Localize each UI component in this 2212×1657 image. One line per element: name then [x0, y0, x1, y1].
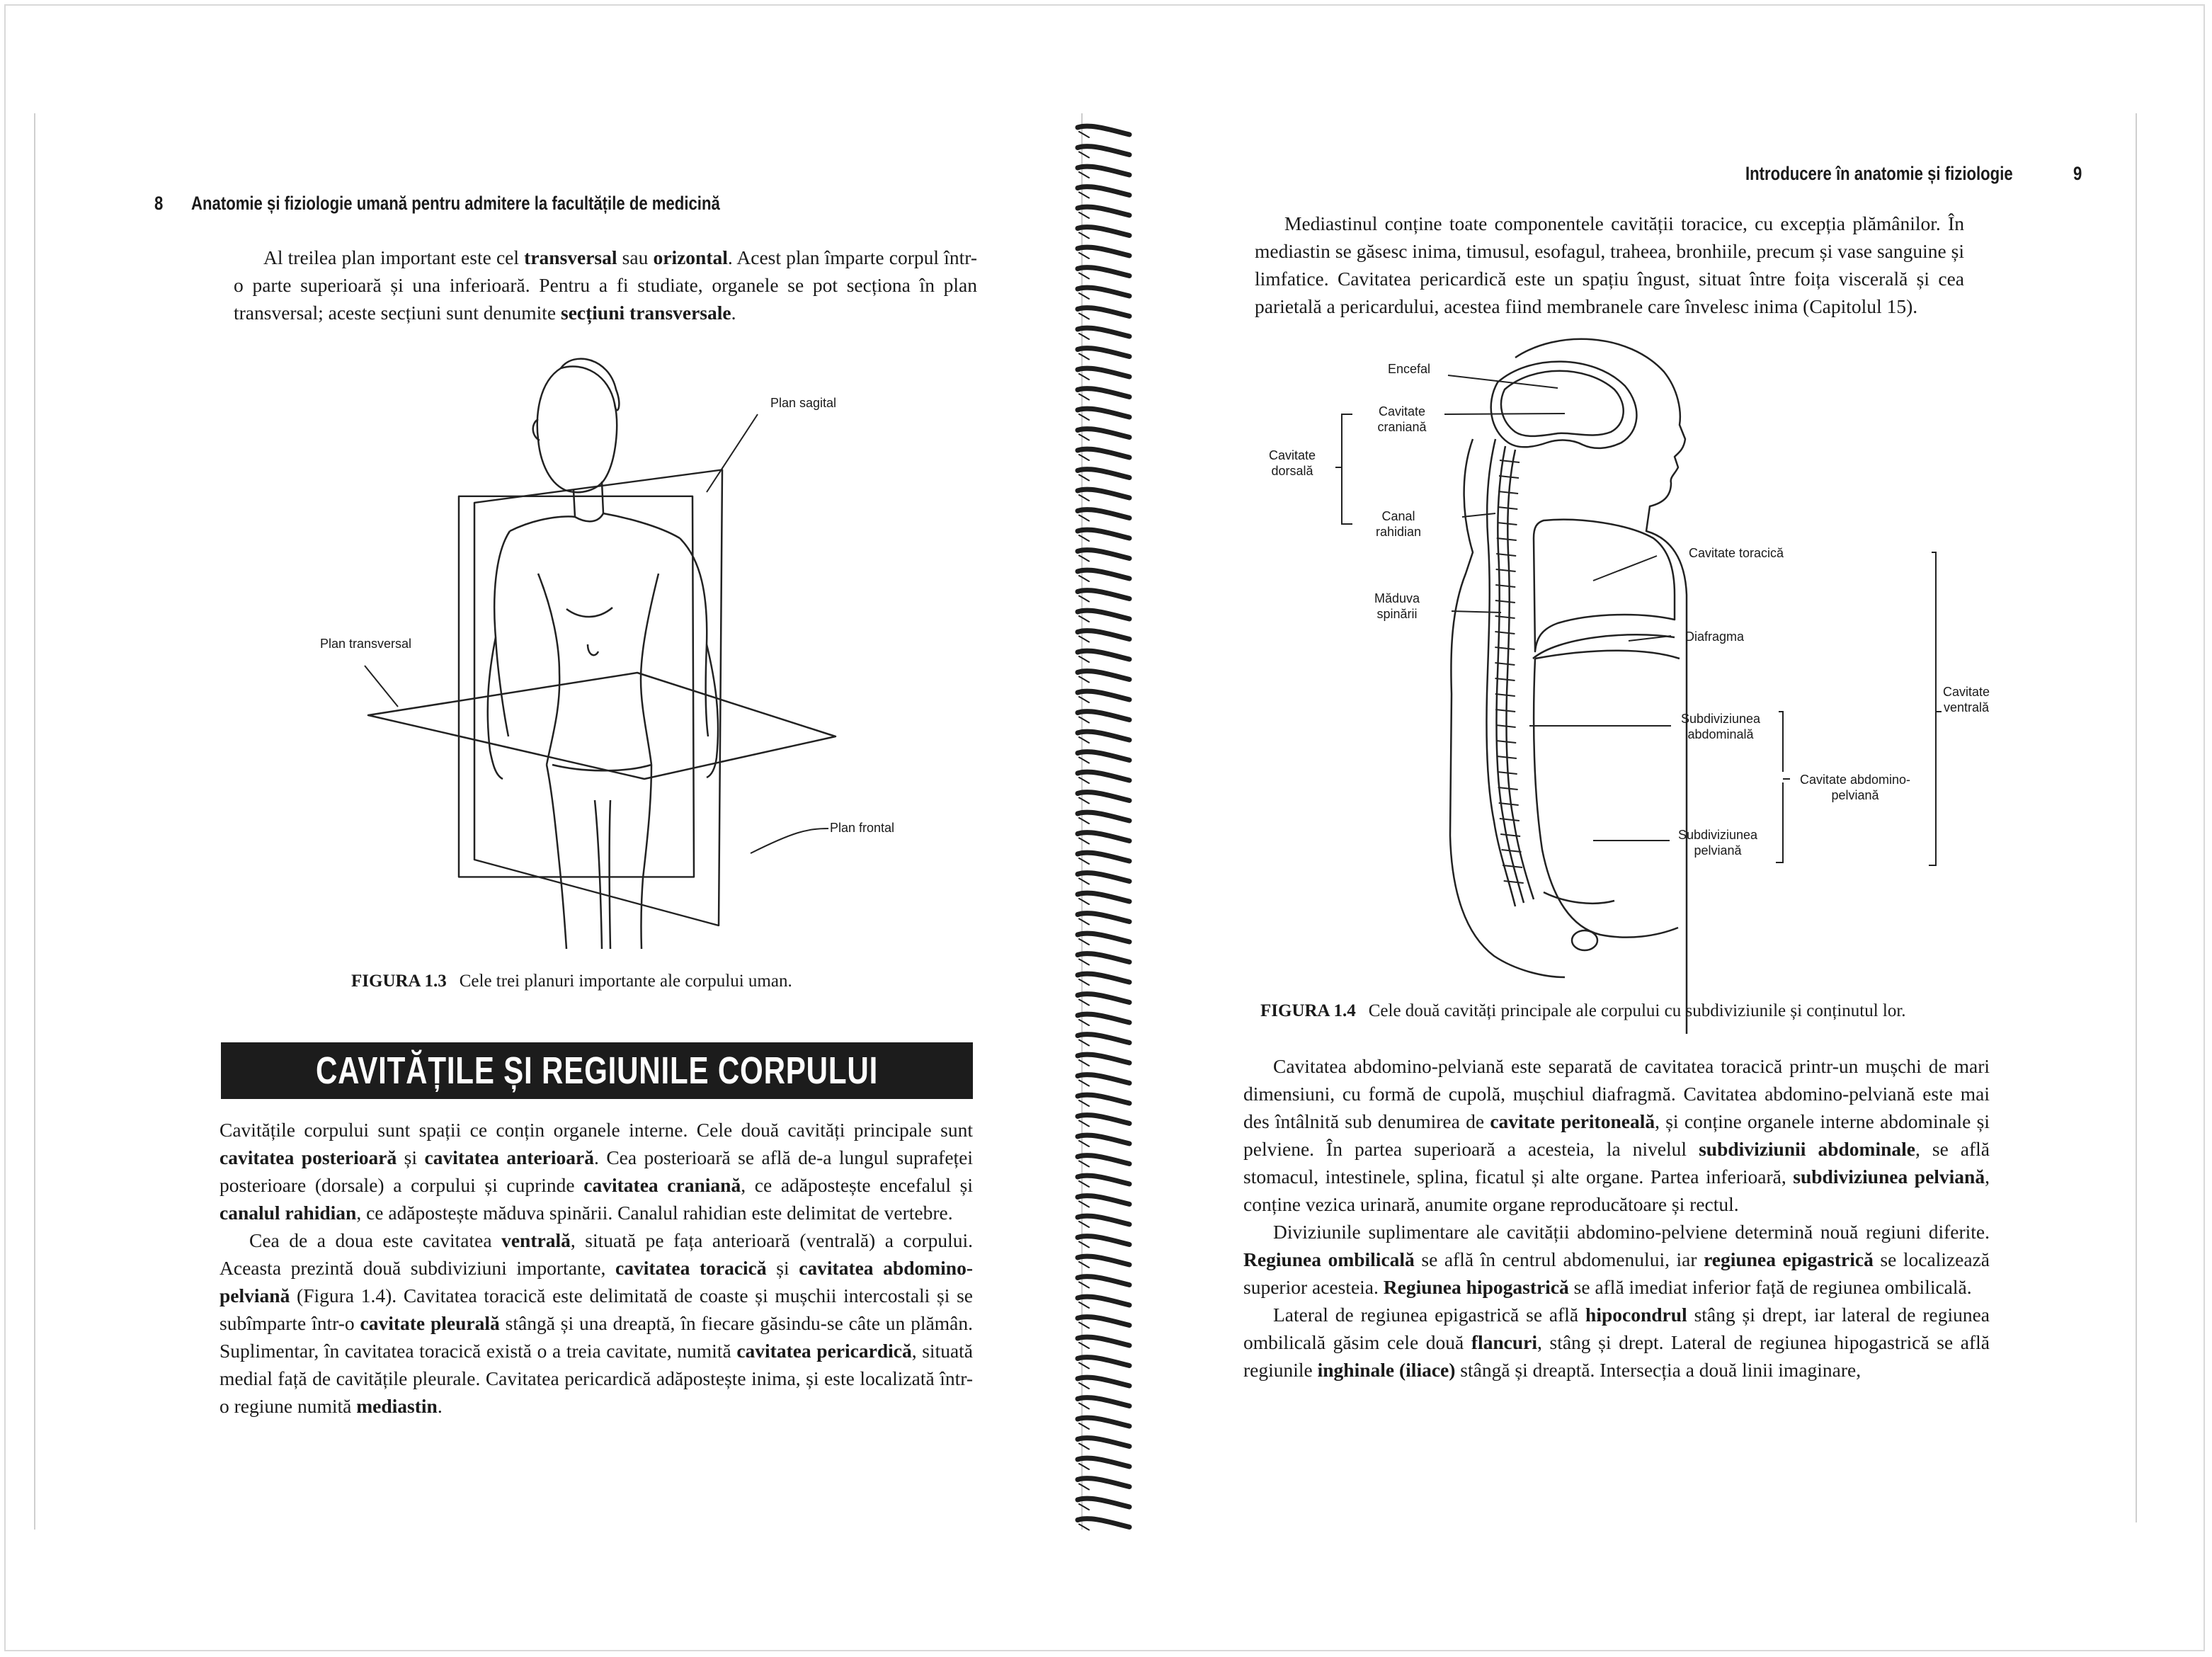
bold-term: subdiviziunea pelviană	[1793, 1166, 1985, 1188]
spiral-coil	[1078, 530, 1129, 538]
right-body-paragraph-3	[1243, 1301, 1990, 1384]
vertebra-tick	[1495, 600, 1515, 603]
spiral-coil	[1078, 287, 1129, 296]
spiral-coil	[1078, 469, 1129, 478]
text-run: Mediastinul conține toate componentele cavității toracice, cu excepția plămânilor. În mediastin se găsesc inima, timusul, esofagul, traheea, bronhiile, precum și vase sanguine și limfatice. Cavitatea pericardică este un spațiu îngust, situat între foița viscerală și cea parietală a pericardului, acestea fiind membranele care învelesc inima (Capitolul 15).	[1255, 212, 1964, 317]
vertebra-tick	[1504, 881, 1524, 883]
spiral-coil-shadow	[1079, 193, 1089, 198]
text-run: .	[731, 302, 736, 324]
spiral-coil-shadow	[1079, 879, 1089, 884]
spiral-coil-shadow	[1079, 273, 1089, 279]
spiral-coil-shadow	[1079, 1202, 1089, 1207]
left-page-edge	[34, 113, 35, 1530]
spiral-coil	[1078, 1377, 1129, 1386]
bold-term: Regiunea hipogastrică	[1383, 1276, 1569, 1298]
spiral-coil	[1078, 489, 1129, 498]
spiral-coil	[1078, 1156, 1129, 1164]
figure-1-4-body-cavities	[1260, 326, 1954, 984]
text-run: .	[437, 1395, 443, 1417]
spiral-coil	[1078, 812, 1129, 821]
bold-term: hipocondrul	[1585, 1304, 1687, 1326]
spiral-coil-shadow	[1079, 1282, 1089, 1288]
transversal-plane	[368, 673, 836, 779]
spiral-coil-shadow	[1079, 535, 1089, 541]
figure-1-3-caption	[351, 972, 792, 991]
transversal-leader	[365, 666, 398, 707]
spiral-coil-shadow	[1079, 1181, 1089, 1187]
bold-term: canalul rahidian	[220, 1202, 357, 1224]
bold-term: cavitatea toracică	[615, 1257, 767, 1279]
vertebra-tick	[1497, 538, 1517, 540]
spiral-coil-shadow	[1079, 394, 1089, 400]
spiral-coil-shadow	[1079, 212, 1089, 218]
label-cavitate-craniana: Cavitate craniană	[1377, 404, 1427, 434]
spiral-coil	[1078, 328, 1129, 336]
vertebra-tick	[1500, 834, 1520, 836]
spiral-coil-shadow	[1079, 1444, 1089, 1450]
spiral-coil-shadow	[1079, 435, 1089, 440]
spiral-coil-shadow	[1079, 1161, 1089, 1167]
figure-1-4-caption-text: Cele două cavități principale ale corpului cu subdiviziunile și conținutul lor.	[1368, 1001, 1906, 1020]
text-run: (Figura 1.4). Cavitatea toracică este delimitată de coaste și mușchii intercostali și se subîmparte într-o	[220, 1285, 973, 1334]
spiral-coil	[1078, 1357, 1129, 1366]
spiral-coil-shadow	[1079, 697, 1089, 702]
spiral-coil-shadow	[1079, 293, 1089, 299]
spiral-coil	[1078, 550, 1129, 559]
spiral-coil	[1078, 1175, 1129, 1184]
spiral-coil-shadow	[1079, 1020, 1089, 1025]
left-running-header: Anatomie și fiziologie umană pentru admitere la facultățile de medicină	[191, 193, 720, 214]
text-run: . Acest plan împarte corpul într-o parte superioară și una inferioară. Pentru a fi studiate, organele se pot secționa în plan transversal; aceste secțiuni sunt denumite	[234, 246, 977, 324]
figure-1-4-number: FIGURA 1.4	[1260, 1001, 1356, 1020]
left-body-text	[220, 1116, 973, 1420]
spiral-coil-shadow	[1079, 1484, 1089, 1490]
text-run: și	[766, 1257, 799, 1279]
bold-term: subdiviziunii abdominale	[1699, 1138, 1915, 1160]
text-run: se află în centrul abdomenului, iar	[1414, 1248, 1704, 1270]
spiral-coil-shadow	[1079, 1262, 1089, 1268]
spiral-coil-shadow	[1079, 1504, 1089, 1510]
text-run: Diviziunile suplimentare ale cavității abdomino-pelviene determină nouă regiuni diferite.	[1273, 1221, 1990, 1243]
bold-term: Regiunea ombilicală	[1243, 1248, 1415, 1270]
spiral-coil	[1078, 833, 1129, 841]
label-cavitate-dorsala: Cavitate dorsală	[1268, 448, 1316, 478]
spiral-coil-shadow	[1079, 253, 1089, 258]
spiral-coil	[1078, 893, 1129, 901]
frontal-plane	[459, 496, 694, 877]
bold-term: orizontal	[653, 246, 728, 268]
spiral-coil	[1078, 752, 1129, 761]
spiral-binding	[1062, 113, 1154, 1530]
bold-term: inghinale (iliace)	[1317, 1359, 1456, 1381]
spiral-coil-shadow	[1079, 1343, 1089, 1348]
text-run: stâng și drept, iar lateral de regiunea ombilicală găsim cele două	[1243, 1304, 1990, 1353]
spiral-coil-shadow	[1079, 616, 1089, 622]
spiral-coil	[1078, 792, 1129, 801]
bold-term: cavitate pleurală	[360, 1312, 500, 1334]
spiral-coil	[1078, 1418, 1129, 1426]
text-run: , se află stomacul, intestinele, splina, ficatul și alte organe. Partea inferioară,	[1243, 1138, 1990, 1188]
text-run: Al treilea plan important este cel	[263, 246, 525, 268]
frontal-leader	[751, 828, 828, 853]
spiral-coil	[1078, 631, 1129, 639]
spiral-coil	[1078, 1196, 1129, 1205]
spiral-coil-shadow	[1079, 1100, 1089, 1106]
right-page-number: 9	[2073, 163, 2082, 184]
spiral-coil-shadow	[1079, 1242, 1089, 1248]
spiral-coil-shadow	[1079, 516, 1089, 521]
bold-term: ventrală	[501, 1229, 571, 1251]
spiral-coil-shadow	[1079, 152, 1089, 158]
text-run: stângă și una dreaptă, în fiecare găsindu-se câte un plămân. Suplimentar, în cavitatea toracică există o a treia cavitate, numită	[220, 1312, 973, 1362]
left-body-paragraph-2	[220, 1226, 973, 1420]
spiral-coil	[1078, 1398, 1129, 1406]
spiral-coil	[1078, 570, 1129, 579]
spiral-coil	[1078, 1054, 1129, 1063]
spiral-coil-shadow	[1079, 858, 1089, 864]
spiral-coil-shadow	[1079, 314, 1089, 319]
spiral-coil-shadow	[1079, 1222, 1089, 1227]
spiral-coil	[1078, 207, 1129, 215]
spiral-coil	[1078, 1519, 1129, 1527]
spiral-coil-shadow	[1079, 374, 1089, 380]
spiral-coil	[1078, 1115, 1129, 1124]
spiral-coil-shadow	[1079, 798, 1089, 804]
spiral-coil	[1078, 166, 1129, 175]
figure-1-3-number: FIGURA 1.3	[351, 972, 447, 991]
spiral-coil-shadow	[1079, 899, 1089, 904]
spiral-coil	[1078, 1297, 1129, 1305]
spiral-coil-shadow	[1079, 475, 1089, 481]
label-canal-rahidian: Canal rahidian	[1375, 509, 1422, 539]
spiral-coil-shadow	[1079, 677, 1089, 683]
vertebra-tick	[1495, 632, 1515, 634]
spiral-coil-shadow	[1079, 233, 1089, 239]
label-encefal: Encefal	[1388, 362, 1431, 376]
text-run: , stâng și drept. Lateral de regiunea hipogastrică se află regiunile	[1243, 1331, 1990, 1381]
spiral-coil-shadow	[1079, 1464, 1089, 1469]
spiral-coil	[1078, 348, 1129, 357]
spiral-coil	[1078, 994, 1129, 1003]
bold-term: transversal	[524, 246, 617, 268]
spiral-coil-shadow	[1079, 556, 1089, 562]
label-diafragma: Diafragma	[1685, 630, 1745, 644]
spiral-coil-shadow	[1079, 1141, 1089, 1146]
bold-term: cavitatea abdomino-pelviană	[220, 1257, 973, 1306]
right-intro-text	[1255, 210, 1964, 320]
spiral-coil-shadow	[1079, 354, 1089, 360]
spiral-coil-shadow	[1079, 637, 1089, 642]
spiral-coil	[1078, 268, 1129, 276]
spiral-coil-shadow	[1079, 1383, 1089, 1389]
text-run: Cavitatea abdomino-pelviană este separată de cavitatea toracică printr-un mușchi de mari dimensiuni, cu formă de cupolă, mușchiul diafragmă. Cavitatea abdomino-pelviană este mai des întâlnită sub denumirea de	[1243, 1055, 1990, 1132]
spiral-coil	[1078, 671, 1129, 680]
label-cavitate-abdomino-pelviana: Cavitate abdomino-pelviană	[1799, 773, 1911, 802]
spiral-coil	[1078, 954, 1129, 962]
spiral-coil	[1078, 712, 1129, 720]
right-running-header: Introducere în anatomie și fiziologie	[1745, 163, 2013, 184]
spiral-coil	[1078, 1317, 1129, 1326]
spiral-coil	[1078, 772, 1129, 780]
sagital-leader	[707, 414, 758, 492]
text-run: , conține vezica urinară, anumite organe reproducătoare și rectul.	[1243, 1166, 1990, 1215]
bold-term: flancuri	[1471, 1331, 1538, 1353]
spiral-coil-shadow	[1079, 334, 1089, 339]
vertebra-tick	[1499, 476, 1519, 478]
spiral-coil	[1078, 1095, 1129, 1103]
label-subdiviziunea-abdominala: Subdiviziunea abdominală	[1680, 712, 1761, 741]
spiral-coil	[1078, 368, 1129, 377]
section-title-banner	[221, 1042, 973, 1099]
vertebra-tick	[1495, 710, 1515, 712]
spiral-coil-shadow	[1079, 838, 1089, 844]
bold-term: cavitate peritoneală	[1490, 1110, 1655, 1132]
spiral-coil-shadow	[1079, 656, 1089, 662]
bold-term: secțiuni transversale	[561, 302, 731, 324]
spiral-coil-shadow	[1079, 1302, 1089, 1308]
spiral-coil-shadow	[1079, 758, 1089, 763]
spiral-coil-shadow	[1079, 960, 1089, 965]
spiral-coil	[1078, 691, 1129, 700]
spiral-coil	[1078, 651, 1129, 659]
text-run: Lateral de regiunea epigastrică se află	[1273, 1304, 1586, 1326]
label-cavitate-ventrala: Cavitate ventrală	[1942, 685, 1990, 714]
spiral-coil-shadow	[1079, 1403, 1089, 1409]
right-body-paragraph-1	[1243, 1052, 1990, 1218]
bold-term: cavitatea anterioară	[424, 1146, 594, 1168]
text-run: și	[397, 1146, 425, 1168]
spiral-coil-shadow	[1079, 495, 1089, 501]
text-run: se localizează superior acesteia.	[1243, 1248, 1990, 1298]
label-maduva-spinarii: Măduva spinării	[1374, 591, 1420, 621]
spiral-coil-shadow	[1079, 737, 1089, 743]
spiral-coil	[1078, 1438, 1129, 1447]
left-body-paragraph-1	[220, 1116, 973, 1226]
spiral-coil	[1078, 1256, 1129, 1265]
spiral-coil-shadow	[1079, 172, 1089, 178]
spiral-coil-shadow	[1079, 1121, 1089, 1127]
vertebra-tick	[1498, 787, 1518, 790]
label-plan-sagital: Plan sagital	[770, 396, 837, 410]
text-run: stângă și dreaptă. Intersecția a două linii imaginare,	[1455, 1359, 1862, 1381]
text-run: , ce adăpostește encefalul și	[741, 1174, 973, 1196]
spiral-coil	[1078, 1216, 1129, 1224]
vertebra-tick	[1495, 616, 1515, 618]
vertebra-tick	[1500, 819, 1520, 821]
label-cavitate-toracica: Cavitate toracică	[1689, 546, 1784, 560]
spiral-coil	[1078, 1277, 1129, 1285]
spiral-coil-shadow	[1079, 1323, 1089, 1328]
spiral-coil	[1078, 610, 1129, 619]
bold-term: mediastin	[356, 1395, 438, 1417]
spiral-coil-shadow	[1079, 1525, 1089, 1530]
spiral-coil	[1078, 429, 1129, 438]
spiral-coil	[1078, 1479, 1129, 1487]
spiral-coil	[1078, 1236, 1129, 1245]
label-plan-transversal: Plan transversal	[320, 637, 412, 651]
spiral-coil-shadow	[1079, 939, 1089, 945]
spiral-coil	[1078, 1075, 1129, 1083]
spiral-coil-shadow	[1079, 576, 1089, 581]
spiral-coil	[1078, 187, 1129, 195]
right-body-paragraph-2	[1243, 1218, 1990, 1301]
spiral-coil	[1078, 974, 1129, 982]
section-title: CAVITĂȚILE ȘI REGIUNILE CORPULUI	[315, 1049, 879, 1092]
text-run: Cavitățile corpului sunt spații ce conțin organele interne. Cele două cavități principale sunt	[220, 1119, 973, 1141]
spiral-coil	[1078, 731, 1129, 740]
spiral-coil-shadow	[1079, 717, 1089, 723]
bold-term: regiunea epigastrică	[1704, 1248, 1874, 1270]
spiral-coil-shadow	[1079, 132, 1089, 137]
spiral-coil	[1078, 873, 1129, 882]
spiral-coil	[1078, 1035, 1129, 1043]
spiral-coil	[1078, 449, 1129, 457]
spiral-coil	[1078, 591, 1129, 599]
spiral-coil-shadow	[1079, 455, 1089, 460]
text-run: , situată pe fața anterioară (ventrală) a corpului. Aceasta prezintă două subdiviziuni importante,	[220, 1229, 974, 1279]
spiral-coil	[1078, 389, 1129, 397]
text-run: Cea de a doua este cavitatea	[249, 1229, 502, 1251]
spiral-coil	[1078, 1498, 1129, 1507]
vertebra-tick	[1502, 850, 1522, 852]
spiral-coil	[1078, 147, 1129, 155]
spiral-coil-shadow	[1079, 1363, 1089, 1369]
spiral-coil	[1078, 933, 1129, 942]
text-run: , ce adăpostește măduva spinării. Canalul rahidian este delimitat de vertebre.	[356, 1202, 953, 1224]
left-page-number: 8	[154, 193, 164, 214]
figure-1-3-caption-text: Cele trei planuri importante ale corpului uman.	[459, 972, 792, 991]
spiral-coil-shadow	[1079, 1040, 1089, 1046]
spiral-coil	[1078, 409, 1129, 417]
text-run: se află imediat inferior față de regiunea ombilicală.	[1568, 1276, 1972, 1298]
spiral-coil-shadow	[1079, 596, 1089, 602]
right-body-text	[1243, 1052, 1990, 1384]
spiral-coil	[1078, 913, 1129, 922]
right-intro-paragraph	[1255, 210, 1964, 320]
text-run: . Cea posterioară se află de-a lungul suprafeței posterioare (dorsale) a corpului și cuprinde	[220, 1146, 974, 1196]
figure-1-3-body-planes	[283, 340, 920, 963]
label-plan-frontal: Plan frontal	[830, 821, 895, 835]
spiral-coil	[1078, 126, 1129, 135]
text-run: , situată medial față de cavitățile pleurale. Cavitatea pericardică adăpostește inima, și este localizată într-o regiune numită	[220, 1340, 974, 1417]
left-intro-text	[234, 244, 977, 326]
text-run: sau	[617, 246, 654, 268]
bold-term: cavitatea posterioară	[220, 1146, 397, 1168]
spiral-coil-shadow	[1079, 919, 1089, 925]
spiral-coil-shadow	[1079, 414, 1089, 420]
spiral-coil-shadow	[1079, 1000, 1089, 1006]
spiral-coil	[1078, 1458, 1129, 1467]
spiral-coil	[1078, 1014, 1129, 1023]
vertebra-tick	[1495, 694, 1515, 696]
spiral-coil-shadow	[1079, 1081, 1089, 1086]
figure-1-4-caption	[1260, 1001, 1906, 1021]
spiral-coil	[1078, 1135, 1129, 1144]
spiral-coil	[1078, 853, 1129, 861]
spiral-coil-shadow	[1079, 1423, 1089, 1429]
bold-term: cavitatea craniană	[583, 1174, 741, 1196]
spiral-coil-shadow	[1079, 778, 1089, 783]
spiral-coil	[1078, 308, 1129, 317]
spiral-coil	[1078, 227, 1129, 236]
spiral-coil	[1078, 1337, 1129, 1345]
spiral-coil-shadow	[1079, 818, 1089, 824]
spiral-coil-shadow	[1079, 1060, 1089, 1066]
left-intro-paragraph	[234, 244, 977, 326]
bold-term: cavitatea pericardică	[736, 1340, 912, 1362]
spiral-coil	[1078, 247, 1129, 256]
text-run: , și conține organele interne abdominale și pelviene. În partea superioară a acesteia, la nivelul	[1243, 1110, 1990, 1160]
label-subdiviziunea-pelviana: Subdiviziunea pelviană	[1677, 828, 1758, 858]
spiral-coil-shadow	[1079, 979, 1089, 985]
spiral-coil	[1078, 510, 1129, 518]
right-page-edge	[2136, 113, 2137, 1522]
